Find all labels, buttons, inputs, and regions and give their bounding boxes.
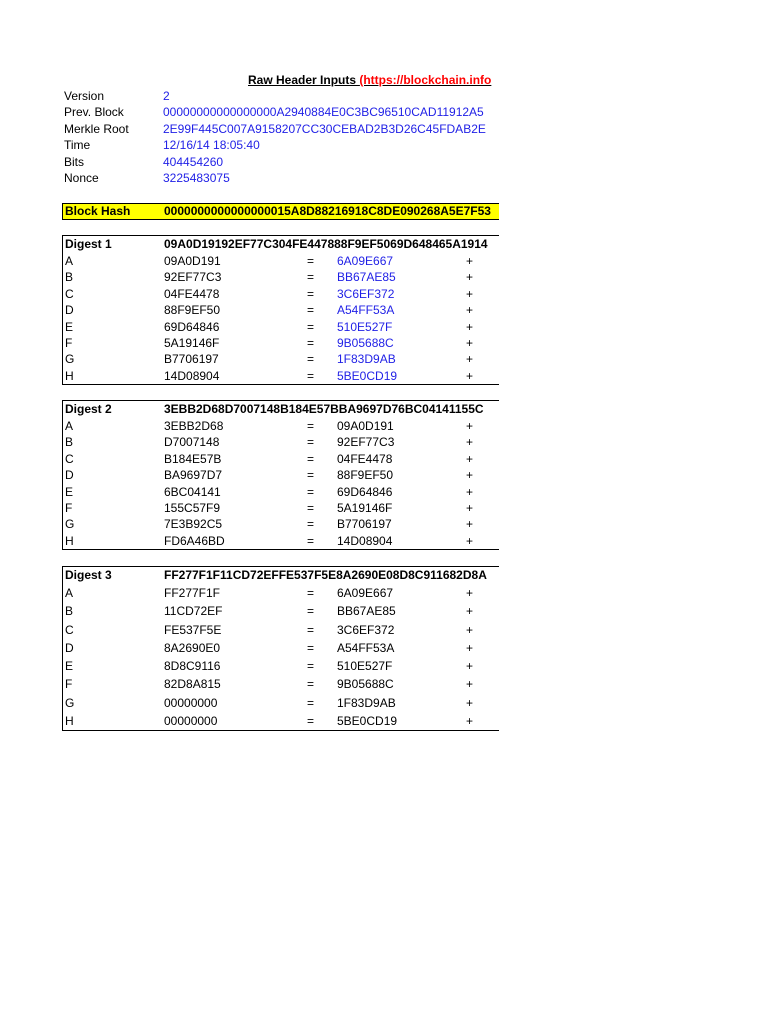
digest-row: [63, 467, 499, 483]
plus-sign: +: [466, 659, 474, 674]
prev-word[interactable]: 14D08904: [337, 533, 393, 548]
new-word[interactable]: 04FE4478: [164, 286, 220, 301]
prev-word[interactable]: 3C6EF372: [337, 622, 395, 637]
input-row-version: [64, 88, 498, 104]
equals-sign: =: [307, 659, 315, 674]
digest-row: [63, 516, 499, 532]
header-inputs: [64, 88, 498, 186]
new-word[interactable]: BA9697D7: [164, 468, 223, 483]
row-letter: F: [65, 677, 73, 692]
input-value[interactable]: 2: [163, 89, 170, 103]
new-word[interactable]: 09A0D191: [164, 254, 221, 268]
new-word[interactable]: 14D08904: [164, 368, 220, 383]
input-label: Version: [64, 89, 105, 103]
prev-word[interactable]: A54FF53A: [337, 303, 395, 318]
new-word[interactable]: 5A19146F: [164, 335, 220, 350]
equals-sign: =: [307, 335, 315, 350]
digest-row: [63, 584, 499, 602]
new-word[interactable]: B7706197: [164, 352, 219, 367]
digest-header: [63, 236, 499, 253]
digest-row: [63, 302, 499, 318]
block-hash-value[interactable]: 0000000000000000015A8D88216918C8DE090268A5E7F53: [164, 204, 491, 218]
new-word[interactable]: 92EF77C3: [164, 270, 222, 285]
prev-word[interactable]: 6A09E667: [337, 586, 394, 600]
digest-row: [63, 602, 499, 620]
new-word[interactable]: 00000000: [164, 714, 218, 729]
row-letter: A: [65, 254, 74, 268]
equals-sign: =: [307, 533, 315, 548]
input-label: Time: [64, 138, 91, 153]
input-value[interactable]: 3225483075: [163, 170, 230, 185]
plus-sign: +: [466, 695, 474, 710]
equals-sign: =: [307, 714, 315, 729]
digest-row: [63, 639, 499, 657]
input-value[interactable]: 00000000000000000A2940884E0C3BC96510CAD11912A5: [163, 105, 484, 120]
digest-row: [63, 451, 499, 467]
row-letter: F: [65, 500, 73, 515]
row-letter: C: [65, 451, 74, 466]
digest-value[interactable]: 3EBB2D68D7007148B184E57BBA9697D76BC04141155C: [164, 402, 484, 416]
input-row-time: [64, 137, 498, 153]
equals-sign: =: [307, 435, 315, 450]
plus-sign: +: [466, 500, 474, 515]
prev-word[interactable]: 9B05688C: [337, 335, 394, 350]
digest-row: [63, 484, 499, 500]
digest-row: [63, 286, 499, 302]
row-letter: F: [65, 335, 73, 350]
equals-sign: =: [307, 303, 315, 318]
row-letter: H: [65, 368, 74, 383]
plus-sign: +: [466, 604, 474, 619]
prev-word[interactable]: 5BE0CD19: [337, 368, 398, 383]
row-letter: E: [65, 659, 74, 674]
plus-sign: +: [466, 622, 474, 637]
digest-row: [63, 368, 499, 384]
new-word[interactable]: D7007148: [164, 435, 220, 450]
input-value[interactable]: 404454260: [163, 154, 224, 169]
row-letter: A: [65, 419, 74, 433]
prev-word[interactable]: 04FE4478: [337, 451, 393, 466]
row-letter: H: [65, 714, 74, 729]
new-word[interactable]: B184E57B: [164, 451, 222, 466]
prev-word[interactable]: 6A09E667: [337, 254, 394, 268]
equals-sign: =: [307, 451, 315, 466]
prev-word[interactable]: 1F83D9AB: [337, 352, 396, 367]
prev-word[interactable]: 3C6EF372: [337, 286, 395, 301]
input-label: Merkle Root: [64, 121, 129, 136]
prev-word[interactable]: 510E527F: [337, 659, 393, 674]
row-letter: A: [65, 586, 74, 600]
new-word[interactable]: FE537F5E: [164, 622, 222, 637]
digest-row: [63, 319, 499, 335]
prev-word[interactable]: 09A0D191: [337, 419, 394, 433]
digest-row: [63, 694, 499, 712]
plus-sign: +: [466, 286, 474, 301]
prev-word[interactable]: B7706197: [337, 517, 392, 532]
prev-word[interactable]: 5BE0CD19: [337, 714, 398, 729]
input-row-merkle-root: [64, 121, 498, 137]
input-label: Prev. Block: [64, 105, 124, 120]
equals-sign: =: [307, 586, 315, 600]
title-text: Raw Header Inputs: [248, 73, 360, 87]
equals-sign: =: [307, 622, 315, 637]
plus-sign: +: [466, 270, 474, 285]
row-letter: D: [65, 640, 74, 655]
digest-row: [63, 253, 499, 269]
plus-sign: +: [466, 435, 474, 450]
input-row-prev-block: [64, 104, 498, 120]
plus-sign: +: [466, 533, 474, 548]
new-word[interactable]: 82D8A815: [164, 677, 221, 692]
digest-row: [63, 335, 499, 351]
equals-sign: =: [307, 640, 315, 655]
digest-row: [63, 351, 499, 367]
digest-row: [63, 712, 499, 730]
block-hash-label: Block Hash: [65, 204, 131, 218]
digest-row: [63, 533, 499, 549]
equals-sign: =: [307, 695, 315, 710]
digest-2-table: [62, 400, 499, 550]
prev-word[interactable]: 9B05688C: [337, 677, 394, 692]
input-label: Nonce: [64, 170, 99, 185]
new-word[interactable]: FD6A46BD: [164, 533, 225, 548]
digest-3-table: [62, 566, 499, 731]
digest-row: [63, 675, 499, 693]
plus-sign: +: [466, 419, 474, 433]
plus-sign: +: [466, 303, 474, 318]
new-word[interactable]: 00000000: [164, 695, 218, 710]
plus-sign: +: [466, 451, 474, 466]
row-letter: E: [65, 484, 74, 499]
new-word[interactable]: 8D8C9116: [164, 659, 221, 674]
prev-word[interactable]: 1F83D9AB: [337, 695, 396, 710]
block-hash-row: [62, 203, 499, 220]
new-word[interactable]: 7E3B92C5: [164, 517, 223, 532]
digest-row: [63, 418, 499, 434]
plus-sign: +: [466, 714, 474, 729]
plus-sign: +: [466, 586, 474, 600]
input-row-bits: [64, 154, 498, 170]
equals-sign: =: [307, 468, 315, 483]
row-letter: G: [65, 517, 75, 532]
row-letter: G: [65, 352, 75, 367]
digest-header: [63, 567, 499, 584]
prev-word[interactable]: 510E527F: [337, 319, 393, 334]
digest-row: [63, 434, 499, 450]
new-word[interactable]: 8A2690E0: [164, 640, 221, 655]
prev-word[interactable]: 5A19146F: [337, 500, 393, 515]
digest-header: [63, 401, 499, 418]
prev-word[interactable]: 69D64846: [337, 484, 393, 499]
digest-row: [63, 269, 499, 285]
equals-sign: =: [307, 368, 315, 383]
plus-sign: +: [466, 254, 474, 268]
new-word[interactable]: 69D64846: [164, 319, 220, 334]
plus-sign: +: [466, 484, 474, 499]
plus-sign: +: [466, 640, 474, 655]
new-word[interactable]: FF277F1F: [164, 586, 221, 600]
row-letter: B: [65, 435, 74, 450]
equals-sign: =: [307, 604, 315, 619]
plus-sign: +: [466, 677, 474, 692]
digest-1-table: [62, 235, 499, 385]
equals-sign: =: [307, 286, 315, 301]
sheet-title: [248, 72, 498, 88]
equals-sign: =: [307, 677, 315, 692]
prev-word[interactable]: A54FF53A: [337, 640, 395, 655]
digest-label: Digest 3: [65, 568, 112, 582]
row-letter: C: [65, 286, 74, 301]
prev-word[interactable]: BB67AE85: [337, 270, 396, 285]
row-letter: G: [65, 695, 75, 710]
prev-word[interactable]: BB67AE85: [337, 604, 396, 619]
plus-sign: +: [466, 517, 474, 532]
prev-word[interactable]: 88F9EF50: [337, 468, 394, 483]
equals-sign: =: [307, 517, 315, 532]
row-letter: D: [65, 468, 74, 483]
digest-value[interactable]: 09A0D19192EF77C304FE447888F9EF5069D648465A1914: [164, 237, 488, 251]
row-letter: B: [65, 604, 74, 619]
equals-sign: =: [307, 270, 315, 285]
digest-row: [63, 500, 499, 516]
equals-sign: =: [307, 352, 315, 367]
row-letter: D: [65, 303, 74, 318]
row-letter: H: [65, 533, 74, 548]
row-letter: C: [65, 622, 74, 637]
equals-sign: =: [307, 319, 315, 334]
new-word[interactable]: 88F9EF50: [164, 303, 221, 318]
title-link[interactable]: (https://blockchain.info: [359, 73, 492, 87]
digest-row: [63, 657, 499, 675]
digest-label: Digest 2: [65, 402, 112, 416]
equals-sign: =: [307, 254, 315, 268]
prev-word[interactable]: 92EF77C3: [337, 435, 395, 450]
new-word[interactable]: 11CD72EF: [164, 604, 223, 619]
digest-row: [63, 621, 499, 639]
plus-sign: +: [466, 352, 474, 367]
input-row-nonce: [64, 170, 498, 186]
row-letter: E: [65, 319, 74, 334]
row-letter: B: [65, 270, 74, 285]
plus-sign: +: [466, 368, 474, 383]
plus-sign: +: [466, 319, 474, 334]
new-word[interactable]: 3EBB2D68: [164, 419, 224, 433]
input-value[interactable]: 12/16/14 18:05:40: [163, 138, 260, 153]
input-value[interactable]: 2E99F445C007A9158207CC30CEBAD2B3D26C45FDAB2E: [163, 121, 486, 136]
plus-sign: +: [466, 468, 474, 483]
equals-sign: =: [307, 484, 315, 499]
digest-label: Digest 1: [65, 237, 112, 251]
new-word[interactable]: 6BC04141: [164, 484, 221, 499]
plus-sign: +: [466, 335, 474, 350]
digest-value[interactable]: FF277F1F11CD72EFFE537F5E8A2690E08D8C911682D8A: [164, 568, 487, 582]
new-word[interactable]: 155C57F9: [164, 500, 221, 515]
input-label: Bits: [64, 154, 85, 169]
equals-sign: =: [307, 419, 315, 433]
equals-sign: =: [307, 500, 315, 515]
